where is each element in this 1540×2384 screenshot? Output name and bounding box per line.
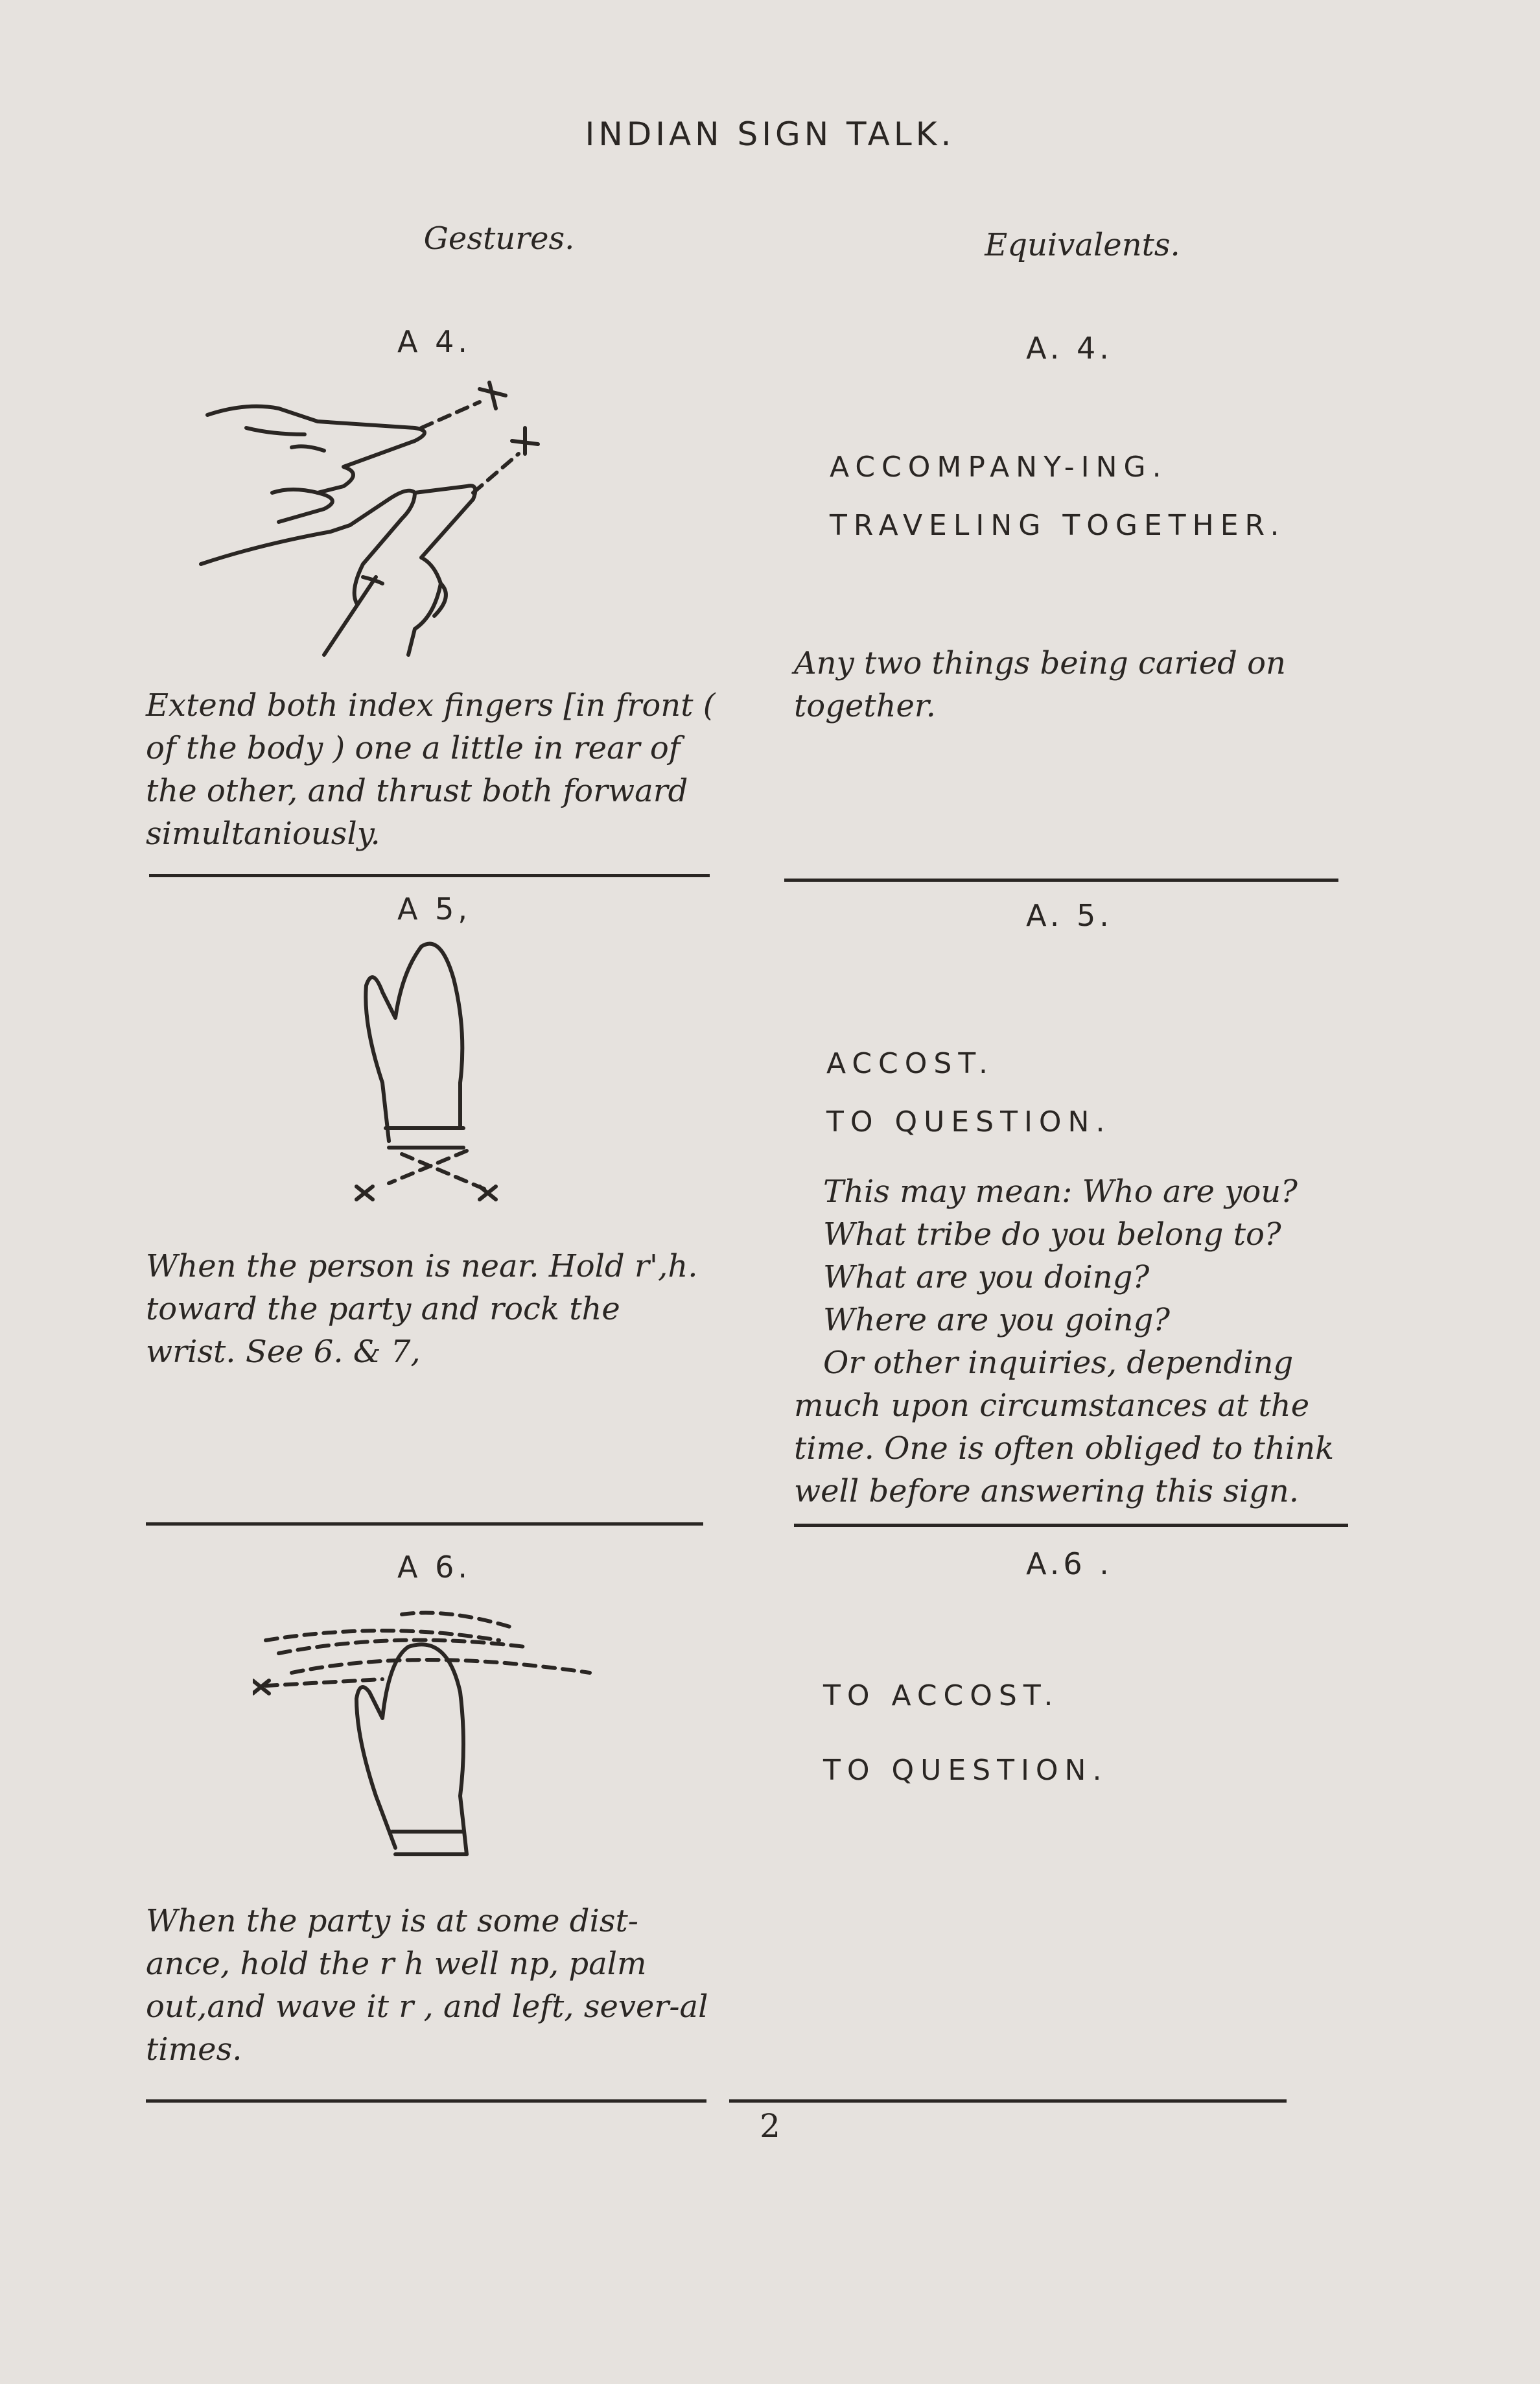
equiv-label-a5: A. 5. <box>1026 898 1113 933</box>
text-line: What tribe do you belong to? <box>823 1216 1281 1253</box>
page-number: 2 <box>760 2107 780 2145</box>
text-line: Or other inquiries, depending much upon circumstances at the time. One is often obliged to think well before answering this sign. <box>794 1345 1335 1509</box>
gesture-label-a6: A 6. <box>397 1550 471 1585</box>
mitten-hand-wave-icon <box>253 1601 616 1867</box>
divider <box>729 2099 1287 2103</box>
equiv-caps-a5-2: TO QUESTION. <box>826 1105 1112 1139</box>
gesture-label-a5: A 5, <box>397 891 471 926</box>
divider <box>146 1522 703 1526</box>
equiv-label-a4: A. 4. <box>1026 331 1113 366</box>
gesture-label-a4: A 4. <box>397 324 471 359</box>
divider <box>794 1524 1348 1527</box>
divider <box>784 879 1338 882</box>
equiv-caps-a5-1: ACCOST. <box>826 1047 994 1080</box>
column-heading-equivalents: Equivalents. <box>985 227 1180 263</box>
equiv-label-a6: A.6 . <box>1026 1546 1113 1581</box>
equiv-caps-a4-2: TRAVELING TOGETHER. <box>830 509 1286 542</box>
column-heading-gestures: Gestures. <box>423 220 575 257</box>
equiv-caps-a6-1: TO ACCOST. <box>823 1679 1060 1712</box>
divider <box>149 874 710 877</box>
gesture-text-a6: When the party is at some dist-ance, hold the r h well np, palm out,and wave it r , and left, sever-al times. <box>146 1903 708 2068</box>
gesture-text-a4: Extend both index fingers [in front ( of the body ) one a little in rear of the other, and thrust both forward simultaniously. <box>146 687 716 852</box>
page-title: INDIAN SIGN TALK. <box>585 115 955 153</box>
gesture-text-a5: When the person is near. Hold r',h. toward the party and rock the wrist. See 6. & 7, <box>146 1248 698 1370</box>
equiv-text-a5 <box>794 1170 1364 1513</box>
equiv-caps-a6-2: TO QUESTION. <box>823 1754 1108 1787</box>
text-line: This may mean: Who are you? <box>823 1174 1298 1210</box>
divider <box>146 2099 706 2103</box>
equiv-text-a4: Any two things being caried on together. <box>794 645 1286 724</box>
text-line: Where are you going? <box>823 1302 1171 1338</box>
equiv-caps-a4-1: ACCOMPANY-ING. <box>830 451 1168 484</box>
index-fingers-hands-icon <box>194 370 687 668</box>
text-line: What are you doing? <box>823 1259 1150 1295</box>
mitten-hand-rock-icon <box>337 934 531 1219</box>
